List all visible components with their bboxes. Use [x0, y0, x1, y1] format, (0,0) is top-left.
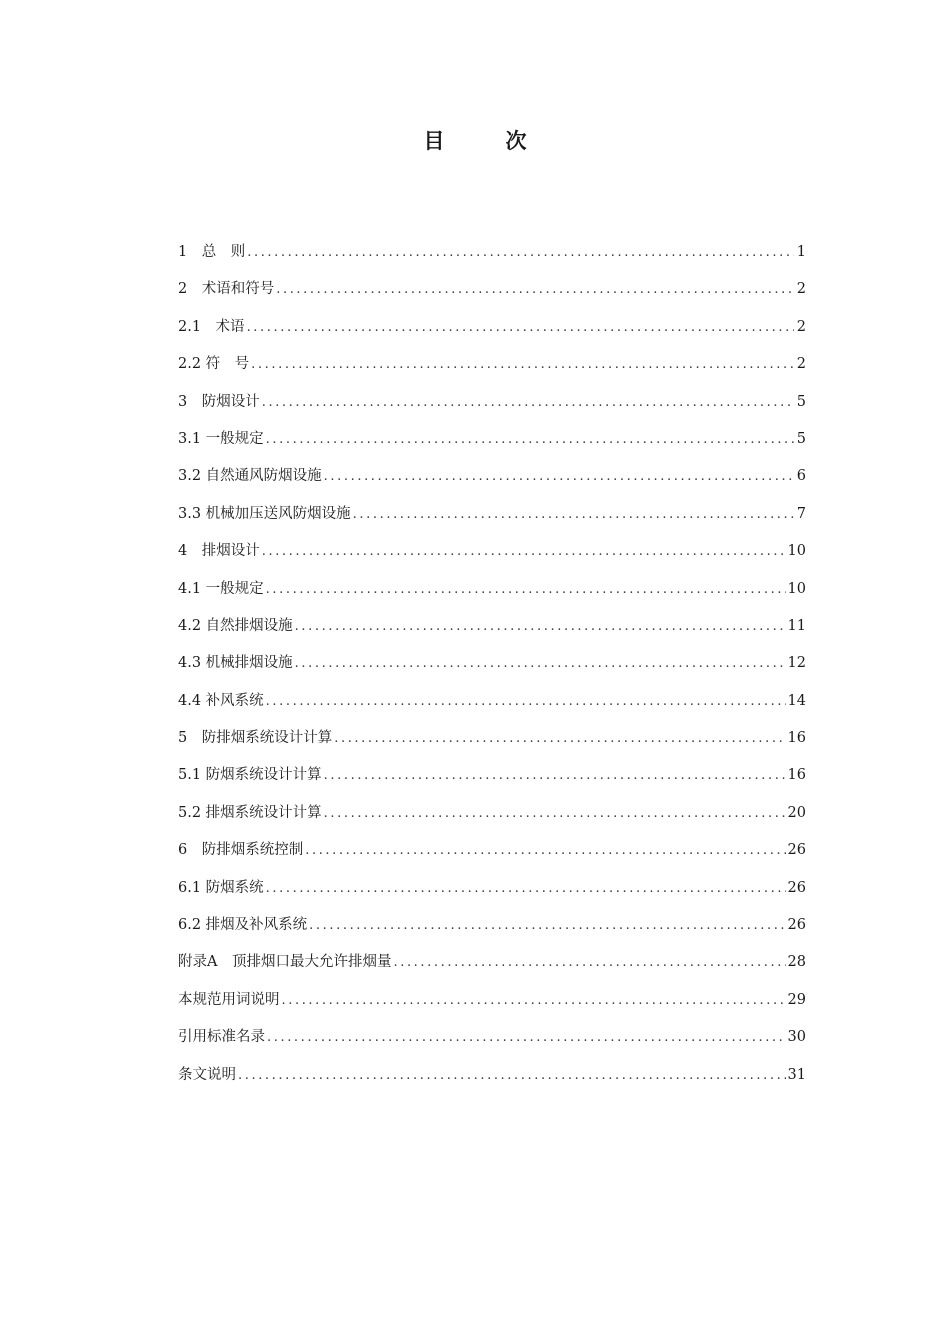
toc-entry[interactable] [178, 838, 806, 875]
toc-entry-page-number: 10 [787, 580, 806, 597]
toc-entry-label: 3.1 一般规定 [178, 430, 264, 447]
toc-dot-leader [267, 1026, 786, 1050]
toc-entry-label: 4.4 补风系统 [178, 692, 264, 709]
toc-dot-leader [305, 839, 785, 863]
toc-entry-page-number: 10 [787, 543, 806, 560]
toc-entry-label: 2.1 术语 [178, 318, 245, 335]
toc-dot-leader [353, 503, 794, 527]
toc-entry[interactable] [178, 427, 806, 464]
toc-entry-page-number: 26 [787, 879, 806, 896]
toc-entry-label: 附录A 顶排烟口最大允许排烟量 [178, 954, 392, 971]
toc-entry[interactable] [178, 240, 806, 277]
toc-entry[interactable] [178, 726, 806, 763]
toc-entry-page-number: 7 [796, 505, 806, 522]
toc-entry[interactable] [178, 577, 806, 614]
toc-entry-page-number: 31 [787, 1066, 806, 1083]
toc-entry[interactable] [178, 763, 806, 800]
toc-entry-label: 条文说明 [178, 1066, 236, 1083]
toc-entry-page-number: 11 [787, 617, 806, 634]
toc-entry[interactable] [178, 352, 806, 389]
toc-entry-page-number: 16 [787, 767, 806, 784]
toc-entry-label: 2 术语和符号 [178, 281, 275, 298]
toc-entry[interactable] [178, 539, 806, 576]
toc-entry-label: 4 排烟设计 [178, 543, 260, 560]
toc-entry[interactable] [178, 913, 806, 950]
toc-dot-leader [247, 316, 794, 340]
toc-entry-page-number: 28 [787, 954, 806, 971]
toc-entry-page-number: 26 [787, 917, 806, 934]
toc-dot-leader [334, 727, 785, 751]
toc-dot-leader [266, 690, 786, 714]
toc-entry-label: 3.3 机械加压送风防烟设施 [178, 505, 351, 522]
toc-entry-label: 引用标准名录 [178, 1029, 265, 1046]
toc-entry[interactable] [178, 277, 806, 314]
toc-entry[interactable] [178, 315, 806, 352]
toc-dot-leader [295, 615, 786, 639]
toc-dot-leader [393, 951, 785, 975]
toc-dot-leader [247, 241, 794, 265]
table-of-contents [178, 240, 806, 1100]
toc-dot-leader [262, 391, 794, 415]
toc-entry[interactable] [178, 988, 806, 1025]
toc-dot-leader [324, 764, 786, 788]
toc-entry-page-number: 20 [787, 804, 806, 821]
toc-entry-label: 本规范用词说明 [178, 991, 280, 1008]
toc-dot-leader [238, 1064, 786, 1088]
toc-dot-leader [266, 578, 786, 602]
toc-entry-page-number: 12 [787, 655, 806, 672]
toc-entry[interactable] [178, 689, 806, 726]
toc-entry[interactable] [178, 950, 806, 987]
toc-entry-page-number: 16 [787, 730, 806, 747]
toc-entry[interactable] [178, 502, 806, 539]
toc-dot-leader [251, 353, 794, 377]
toc-entry-label: 1 总 则 [178, 244, 246, 260]
page-title: 目 次 [423, 129, 547, 153]
toc-entry[interactable] [178, 801, 806, 838]
toc-entry-label: 3 防烟设计 [178, 393, 260, 410]
toc-entry-label: 5.2 排烟系统设计计算 [178, 804, 322, 821]
toc-entry-page-number: 1 [796, 244, 806, 260]
toc-entry-page-number: 2 [796, 318, 806, 335]
toc-dot-leader [266, 877, 786, 901]
toc-dot-leader [324, 465, 794, 489]
toc-dot-leader [282, 989, 786, 1013]
toc-entry-label: 6.1 防烟系统 [178, 879, 264, 896]
toc-dot-leader [295, 652, 786, 676]
toc-entry-label: 2.2 符 号 [178, 356, 250, 373]
toc-entry[interactable] [178, 651, 806, 688]
toc-entry-page-number: 26 [787, 842, 806, 859]
toc-entry[interactable] [178, 1063, 806, 1100]
toc-dot-leader [276, 278, 794, 302]
toc-entry-label: 3.2 自然通风防烟设施 [178, 468, 322, 485]
toc-entry[interactable] [178, 464, 806, 501]
toc-entry-label: 4.2 自然排烟设施 [178, 617, 293, 634]
toc-entry-page-number: 14 [787, 692, 806, 709]
toc-entry-page-number: 30 [787, 1029, 806, 1046]
toc-entry-page-number: 2 [796, 281, 806, 298]
toc-entry-label: 6.2 排烟及补风系统 [178, 917, 308, 934]
toc-entry-label: 5.1 防烟系统设计计算 [178, 767, 322, 784]
toc-entry[interactable] [178, 1025, 806, 1062]
toc-entry[interactable] [178, 614, 806, 651]
toc-entry-page-number: 2 [796, 356, 806, 373]
toc-entry[interactable] [178, 876, 806, 913]
toc-entry[interactable] [178, 390, 806, 427]
toc-entry-page-number: 5 [796, 393, 806, 410]
toc-dot-leader [309, 914, 785, 938]
toc-dot-leader [262, 540, 786, 564]
toc-dot-leader [266, 428, 794, 452]
toc-entry-label: 6 防排烟系统控制 [178, 842, 304, 859]
toc-entry-page-number: 6 [796, 468, 806, 485]
toc-entry-page-number: 29 [787, 991, 806, 1008]
toc-entry-label: 4.1 一般规定 [178, 580, 264, 597]
toc-entry-page-number: 5 [796, 430, 806, 447]
toc-dot-leader [324, 802, 786, 826]
toc-entry-label: 5 防排烟系统设计计算 [178, 730, 333, 747]
toc-entry-label: 4.3 机械排烟设施 [178, 655, 293, 672]
